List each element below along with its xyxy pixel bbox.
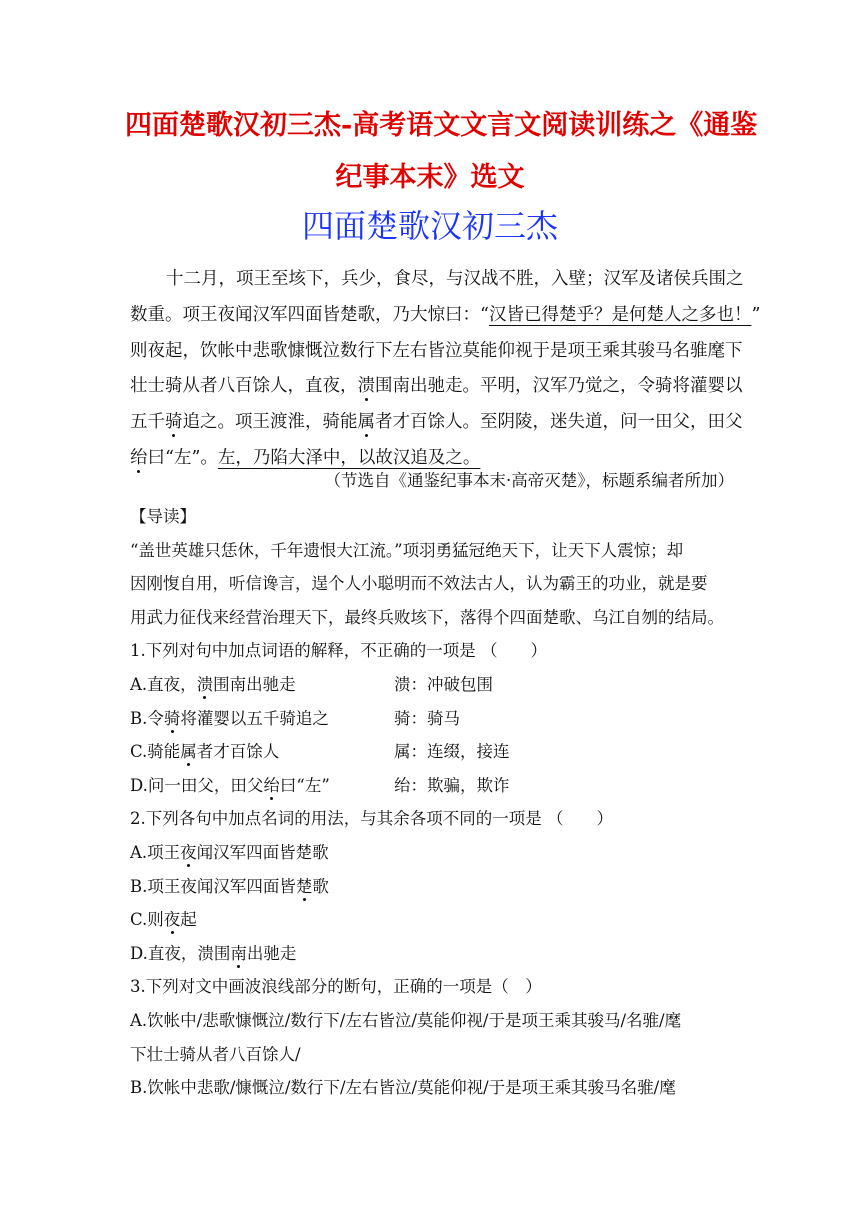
passage-segment: 者才百馀人。至阴陵，迷失道，问一田父，田父 <box>375 412 743 433</box>
option-text: D.直夜，溃围 <box>130 943 231 963</box>
option-text: 将灌婴以五千骑追之 <box>180 708 329 728</box>
underlined-sentence: 左，乃陷大泽中，以故汉追及之。 <box>217 447 481 468</box>
question-3-option-a-line-2: 下壮士骑从者八百馀人/ <box>130 1044 301 1064</box>
question-1-option-a <box>130 668 736 702</box>
passage-segment: 追之。项王渡淮，骑能 <box>182 412 358 433</box>
guide-line: 因刚愎自用，听信谗言，逞个人小聪明而不效法古人，认为霸王的功业，就是要 <box>130 574 708 594</box>
option-text: 歌 <box>312 876 329 896</box>
option-text: 曰“左” <box>279 775 330 795</box>
question-1-option-d <box>130 769 736 803</box>
dotted-word: 骑 <box>165 412 183 433</box>
option-text: 围南出驰走 <box>213 674 296 694</box>
dotted-word: 南 <box>230 943 247 963</box>
question-2-option-a <box>130 836 736 870</box>
passage-segment: 五千 <box>130 412 165 433</box>
dotted-word: 夜 <box>163 910 181 930</box>
question-1-option-b <box>130 702 736 736</box>
question-2-stem: 2.下列各句中加点名词的用法，与其余各项不同的一项是 （ ） <box>130 809 613 829</box>
dotted-word: 楚 <box>295 876 313 896</box>
questions-section <box>130 500 736 1105</box>
question-2-option-b <box>130 870 736 904</box>
guide-line: 用武力征伐来经营治理天下，最终兵败垓下，落得个四面楚歌、乌江自刎的结局。 <box>130 607 724 627</box>
option-text: B.令 <box>130 708 164 728</box>
option-explanation: 属：连缀，接连 <box>394 742 510 762</box>
option-text: 出驰走 <box>246 943 297 963</box>
option-sentence <box>130 769 394 803</box>
option-text: B.项王夜闻汉军四面皆 <box>130 876 296 896</box>
dotted-word: 绐 <box>130 447 148 468</box>
question-3-option-a-line-1: A.饮帐中/悲歌慷慨泣/数行下/左右皆泣/莫能仰视/于是项王乘其骏马/名骓/麾 <box>130 1010 682 1030</box>
option-sentence <box>130 702 394 736</box>
option-explanation: 溃：冲破包围 <box>394 674 493 694</box>
question-3-option-b-line-1: B.饮帐中悲歌/慷慨泣/数行下/左右皆泣/莫能仰视/于是项王乘其骏马名骓/麾 <box>130 1078 676 1098</box>
option-text: 者才百馀人 <box>196 742 280 762</box>
dotted-word: 溃 <box>196 674 214 694</box>
option-text: C.则 <box>130 910 164 930</box>
dotted-word: 属 <box>180 742 197 762</box>
option-text: A.项王 <box>130 842 181 862</box>
option-sentence <box>130 668 394 702</box>
passage-line <box>130 298 761 334</box>
title-line-1: 四面楚歌汉初三杰-高考语文文言文阅读训练之《通鉴 <box>125 110 758 141</box>
passage-title: 四面楚歌汉初三杰 <box>301 207 558 245</box>
passage-segment: 曰“左”。 <box>147 447 218 468</box>
passage-line <box>130 405 743 441</box>
option-text: C.骑能 <box>130 742 181 762</box>
option-text: D.问一田父，田父 <box>130 775 264 795</box>
passage-line <box>130 369 743 405</box>
option-explanation: 骑：骑马 <box>394 708 460 728</box>
question-2-option-d <box>130 937 736 971</box>
dotted-word: 溃 <box>357 376 375 397</box>
dotted-word: 属 <box>357 412 375 433</box>
source-note: （节选自《通鉴纪事本末·高帝灭楚》，标题系编者所加） <box>324 471 734 490</box>
guide-line: “盖世英雄只恁休，千年遗恨大江流。”项羽勇猛冠绝天下，让天下人震惊；却 <box>130 540 684 560</box>
passage-line: 十二月，项王至垓下，兵少，食尽，与汉战不胜，入壁；汉军及诸侯兵围之 <box>166 269 744 289</box>
option-text: 闻汉军四面皆楚歌 <box>196 842 329 862</box>
dotted-word: 骑 <box>163 708 181 728</box>
wavy-line-sentence: 则夜起，饮帐中悲歌慷慨泣数行下左右皆泣莫能仰视于是项王乘其骏马名骓麾下 <box>130 340 743 361</box>
option-text: 起 <box>180 910 197 930</box>
title-line-2: 纪事本末》选文 <box>335 162 525 193</box>
question-1-stem: 1.下列对句中加点词语的解释，不正确的一项是 （ ） <box>130 641 547 661</box>
passage-segment: ” <box>751 304 761 325</box>
passage-segment: 壮士骑从者八百馀人，直夜， <box>130 376 358 397</box>
option-sentence <box>130 735 394 769</box>
question-2-option-c <box>130 903 736 937</box>
passage-text <box>130 262 761 477</box>
question-1-option-c <box>130 735 736 769</box>
passage-segment: 数重。项王夜闻汉军四面皆楚歌，乃大惊曰：“ <box>130 304 489 325</box>
dotted-word: 夜 <box>180 842 197 862</box>
guide-heading: 【导读】 <box>130 507 196 526</box>
underlined-quote: 汉皆已得楚乎？是何楚人之多也！ <box>488 304 752 325</box>
question-3-stem: 3.下列对文中画波浪线部分的断句，正确的一项是（ ） <box>130 977 542 997</box>
dotted-word: 绐 <box>263 775 280 795</box>
document-title <box>125 100 758 204</box>
option-explanation: 绐：欺骗，欺诈 <box>394 775 510 795</box>
passage-segment: 围南出驰走。平明，汉军乃觉之，令骑将灌婴以 <box>375 376 743 397</box>
option-text: A.直夜， <box>130 674 197 694</box>
